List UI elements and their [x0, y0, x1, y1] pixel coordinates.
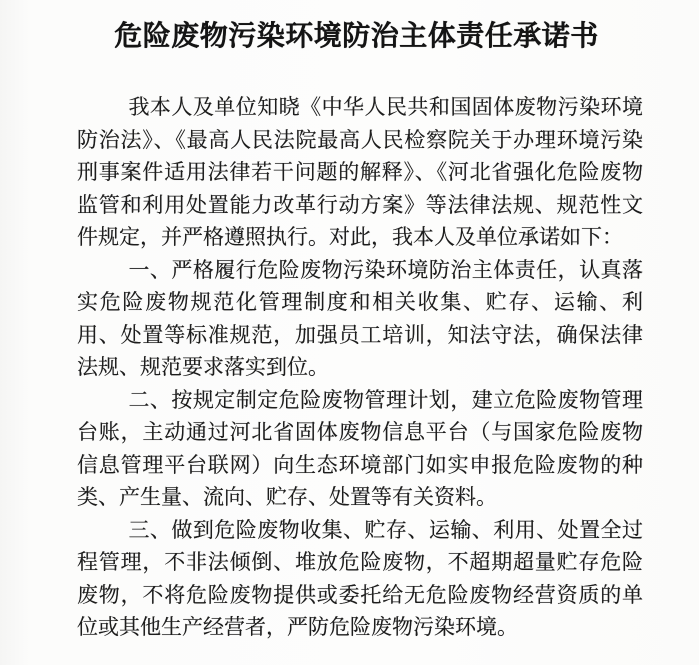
document-body: [77, 91, 643, 644]
paragraph-commitment-2: 二、按规定制定危险废物管理计划，建立危险废物管理台账，主动通过河北省固体废物信息平台（与国家危险废物信息管理平台联网）向生态环境部门如实申报危险废物的种类、产生量、流向、贮存、处置等有关资料。: [77, 387, 643, 509]
paragraph-intro: 我本人及单位知晓《中华人民共和国固体废物污染环境防治法》、《最高人民法院最高人民检察院关于办理环境污染刑事案件适用法律若干问题的解释》、《河北省强化危险废物监管和利用处置能力改革行动方案》等法律法规、规范性文件规定，并严格遵照执行。对此，我本人及单位承诺如下：: [77, 95, 643, 249]
paragraph-commitment-1: 一、严格履行危险废物污染环境防治主体责任，认真落实危险废物规范化管理制度和相关收集、贮存、运输、利用、处置等标准规范，加强员工培训，知法守法，确保法律法规、规范要求落实到位。: [77, 257, 643, 379]
paragraph-commitment-3: 三、做到危险废物收集、贮存、运输、利用、处置全过程管理，不非法倾倒、堆放危险废物，不超期超量贮存危险废物，不将危险废物提供或委托给无危险废物经营资质的单位或其他生产经营者，严防危险废物污染环境。: [77, 517, 643, 639]
document-title: 危险废物污染环境防治主体责任承诺书: [114, 21, 599, 52]
